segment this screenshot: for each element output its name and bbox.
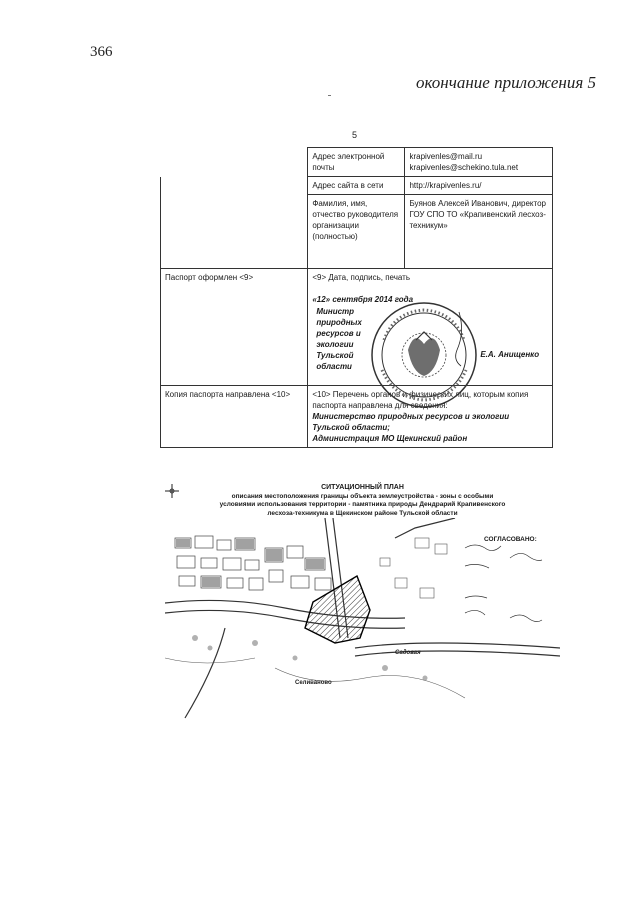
contact-label: Фамилия, имя, отчество руководителя организации (полностью) (308, 195, 405, 269)
situational-plan (165, 484, 560, 739)
table-row (161, 148, 553, 177)
signature-ministry: Министр природных ресурсов и экологии Тульской области (316, 307, 362, 371)
empty-cell (161, 148, 308, 177)
signature-block (312, 272, 548, 382)
contact-value: Буянов Алексей Иванович, директор ГОУ СПО ТО «Крапивенский лесхоз-техникум» (405, 195, 553, 269)
table-row (161, 386, 553, 448)
signature-date: «12» сентября 2014 года (312, 295, 414, 304)
official-seal-icon (364, 300, 484, 413)
contact-label: Адрес электронной почты (308, 148, 405, 177)
plan-map (165, 518, 560, 739)
contact-value: http://krapivenles.ru/ (405, 177, 553, 195)
place-label: Селиваново (295, 680, 332, 686)
agreed-label: СОГЛАСОВАНО: (484, 536, 537, 543)
passport-table (160, 147, 553, 448)
contact-value: krapivenles@mail.ru krapivenles@schekino.tula.net (405, 148, 553, 177)
plan-header (165, 484, 560, 518)
table-row (161, 195, 553, 269)
cross-marker-icon (165, 484, 179, 498)
copy-sent-label: Копия паспорта направлена <10> (161, 386, 308, 448)
road-label: Садовая (395, 650, 421, 656)
signature-note: <9> Дата, подпись, печать (312, 273, 410, 282)
scan-artifact (328, 95, 331, 96)
empty-cell (161, 177, 308, 195)
passport-issued-label: Паспорт оформлен <9> (161, 269, 308, 386)
page-number: 366 (90, 44, 113, 60)
plan-title: СИТУАЦИОННЫЙ ПЛАН (321, 484, 404, 491)
recipient-item: Министерство природных ресурсов и экологии Тульской области; (312, 412, 510, 432)
empty-cell (161, 195, 308, 269)
table-row (161, 177, 553, 195)
plan-subtitle: условиями использования территории - памятника природы Дендрарий Крапивенского (219, 501, 506, 508)
plan-subtitle: описания местоположения границы объекта землеустройства - зоны с особыми (231, 492, 494, 500)
signer-name: Е.А. Анищенко (480, 350, 540, 359)
appendix-note: окончание приложения 5 (416, 73, 596, 92)
recipient-item: Администрация МО Щекинский район (312, 434, 468, 443)
table-row (161, 269, 553, 386)
copy-sent-note: <10> Перечень органов и физических лиц, которым копия паспорта направлена для сведения: (312, 390, 529, 410)
contact-label: Адрес сайта в сети (308, 177, 405, 195)
plan-subtitle: лесхоза-техникума в Щекинском районе Тульской области (267, 509, 458, 517)
passport-issued-cell (308, 269, 553, 386)
doc-page-number: 5 (352, 130, 358, 140)
